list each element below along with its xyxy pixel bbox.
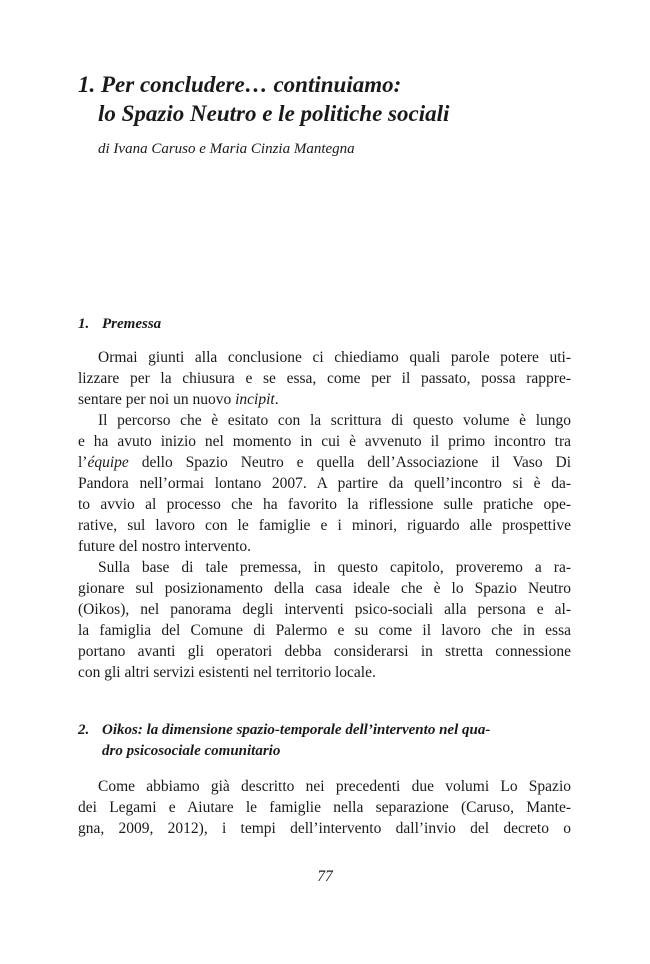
- paragraph-text: l’: [78, 454, 88, 471]
- section-2-heading-row: [78, 720, 578, 741]
- chapter-title: [78, 70, 598, 128]
- italic-term-equipe: équipe: [87, 454, 129, 471]
- paragraph-text: dello Spazio Neutro e quella dell’Associazione il Vaso Di: [128, 454, 571, 471]
- paragraph-line: rative, sul lavoro con le famiglie e i minori, riguardo alle prospettive: [78, 517, 571, 534]
- paragraph-text: sentare per noi un nuovo: [78, 391, 236, 408]
- paragraph-line: Pandora nell’ormai lontano 2007. A partire da quell’incontro si è da-: [78, 475, 571, 492]
- paragraph-line: [78, 389, 279, 410]
- paragraph-line: la famiglia del Comune di Palermo e su come il lavoro che in essa: [78, 622, 571, 639]
- paragraph-line: (Oikos), nel panorama degli interventi psico-sociali alla persona e al-: [78, 601, 571, 618]
- paragraph-line: future del nostro intervento.: [78, 538, 252, 555]
- section-1-heading: [78, 314, 161, 335]
- paragraph-line: [78, 452, 571, 473]
- page-number: 77: [317, 868, 333, 885]
- italic-term-incipit: incipit: [235, 391, 275, 408]
- paragraph-line: e ha avuto inizio nel momento in cui è avvenuto il primo incontro tra: [78, 433, 571, 450]
- section-2-title-line-2: dro psicosociale comunitario: [102, 743, 281, 759]
- paragraph-line: gionare sul posizionamento della casa ideale che è lo Spazio Neutro: [78, 580, 571, 597]
- paragraph-line: lizzare per la chiusura e se essa, come per il passato, possa rappre-: [78, 370, 571, 387]
- section-2-title-line-1: Oikos: la dimensione spazio-temporale dell’intervento nel qua-: [102, 722, 491, 738]
- section-2-heading: [78, 720, 578, 762]
- paragraph-line: portano avanti gli operatori debba considerarsi in stretta connessione: [78, 643, 571, 660]
- paragraph-line: Il percorso che è esitato con la scrittura di questo volume è lungo: [98, 412, 571, 429]
- section-2-number: 2.: [78, 722, 90, 738]
- paragraph-line: dei Legami e Aiutare le famiglie nella separazione (Caruso, Mante-: [78, 799, 571, 816]
- chapter-title-line-2: lo Spazio Neutro e le politiche sociali: [98, 101, 450, 126]
- paragraph-line: Sulla base di tale premessa, in questo capitolo, proveremo a ra-: [98, 559, 571, 576]
- paragraph-line: Ormai giunti alla conclusione ci chiediamo quali parole potere uti-: [98, 349, 571, 366]
- paragraph-text: .: [274, 391, 279, 408]
- chapter-title-line-1: 1. Per concludere… continuiamo:: [78, 72, 402, 97]
- chapter-authors: di Ivana Caruso e Maria Cinzia Mantegna: [98, 141, 355, 157]
- paragraph-line: gna, 2009, 2012), i tempi dell’intervento dall’invio del decreto o: [78, 820, 571, 837]
- paragraph-line: Come abbiamo già descritto nei precedenti due volumi Lo Spazio: [98, 778, 571, 795]
- section-1-title: Premessa: [102, 316, 162, 332]
- paragraph-line: to avvio al processo che ha favorito la riflessione sulle pratiche ope-: [78, 496, 571, 513]
- section-1-number: 1.: [78, 316, 90, 332]
- paragraph-line: con gli altri servizi esistenti nel territorio locale.: [78, 664, 376, 681]
